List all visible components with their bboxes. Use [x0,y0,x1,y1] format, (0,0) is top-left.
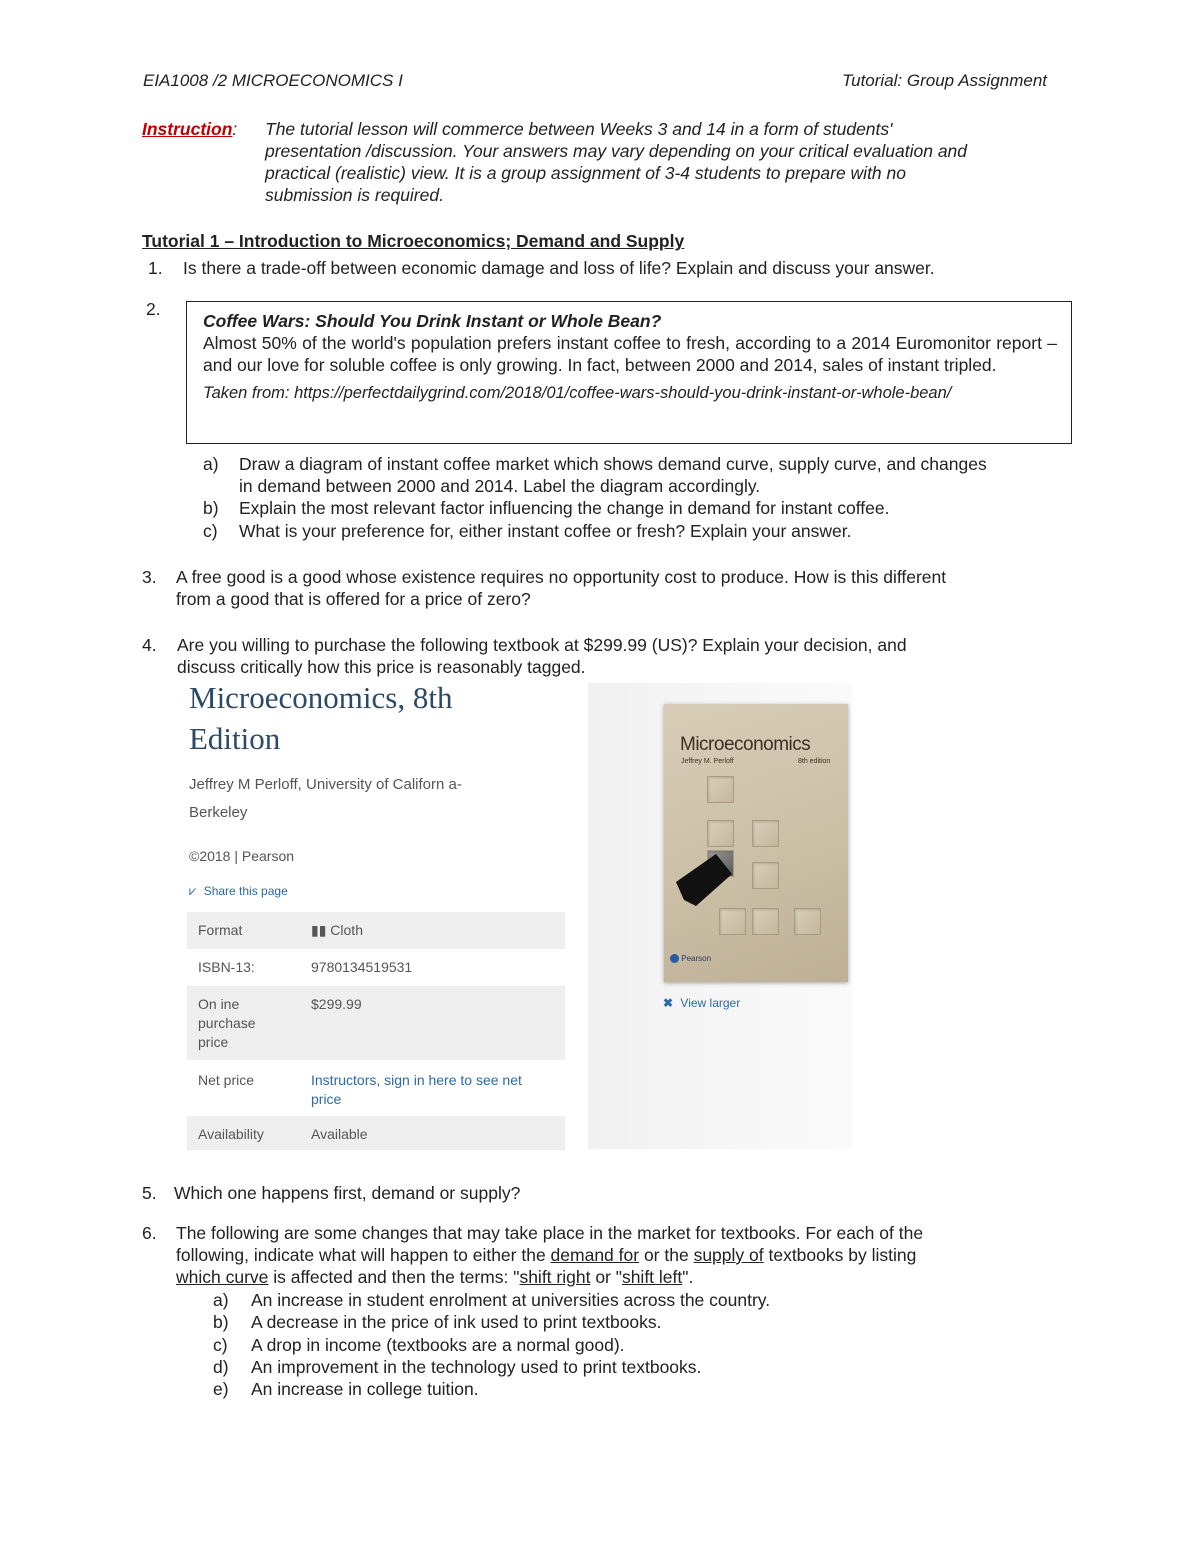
book-row-availability [187,1116,565,1150]
instruction-line-1: The tutorial lesson will commerce between Weeks 3 and 14 in a form of students' [265,119,893,139]
q3-line-1: A free good is a good whose existence requires no opportunity cost to produce. How is this different [176,567,947,587]
cover-edition: 8th edition [798,758,831,765]
instruction-line-2: presentation /discussion. Your answers may vary depending on your critical evaluation and [265,141,968,161]
q6e-label: e) [213,1379,229,1399]
row-key: Net price [198,1072,255,1088]
header-course-code: EIA1008 /2 MICROECONOMICS I [143,71,403,90]
coffee-quote-box [186,301,1072,444]
q6d-label: d) [213,1357,229,1377]
view-larger-label: View larger [680,996,741,1010]
book-title-line-2: Edition [189,721,281,756]
cover-square [752,862,779,889]
q6-text: textbooks by listing [763,1245,917,1265]
q6-text: ". [682,1267,694,1287]
q1-text: Is there a trade-off between economic damage and loss of life? Explain and discuss your answer. [183,258,935,278]
q1-number: 1. [148,258,163,278]
share-label: Share this page [203,884,288,898]
row-key: purchase [198,1015,256,1031]
q6-text: or " [590,1267,622,1287]
q6-underlined-term: shift left [621,1267,683,1287]
book-row-format [187,912,565,949]
row-key: On ine [198,996,240,1012]
cover-publisher [670,954,711,963]
row-key: ISBN-13: [198,959,255,975]
cover-square [707,820,734,847]
coffee-quote-title: Coffee Wars: Should You Drink Instant or Whole Bean? [203,311,662,331]
q6-underlined-term: shift right [519,1267,591,1287]
book-row-isbn [187,949,565,986]
q6-line-3 [176,1266,693,1288]
cover-square [752,908,779,935]
cover-square [719,908,746,935]
q6b-text: A decrease in the price of ink used to print textbooks. [251,1312,662,1332]
q2b-text: Explain the most relevant factor influencing the change in demand for instant coffee. [239,498,890,518]
row-value: 9780134519531 [311,959,413,975]
q5-number: 5. [142,1183,157,1203]
q2-number: 2. [146,299,161,319]
q6-underlined-term: which curve [176,1267,269,1287]
q6a-text: An increase in student enrolment at universities across the country. [251,1290,771,1310]
row-key: Format [198,922,243,938]
cover-publisher-name: Pearson [681,954,712,963]
q6b-label: b) [213,1312,229,1332]
q6c-label: c) [213,1335,228,1355]
q6-text: or the [639,1245,694,1265]
row-key: price [198,1034,229,1050]
q6-underlined-term: demand for [550,1245,640,1265]
q3-number: 3. [142,567,157,587]
q5-text: Which one happens first, demand or supply? [174,1183,521,1203]
q3-line-2: from a good that is offered for a price of zero? [176,589,531,609]
coffee-quote-source: Taken from: https://perfectdailygrind.com/2018/01/coffee-wars-should-you-drink-instant-or-whole-bean/ [203,384,952,402]
q6-line-2 [176,1244,916,1266]
q6d-text: An improvement in the technology used to print textbooks. [251,1357,702,1377]
q4-line-2: discuss critically how this price is reasonably tagged. [177,657,586,677]
cover-square [707,776,734,803]
cover-shadow-shape [676,854,732,906]
net-price-link-line-2[interactable]: price [311,1091,342,1107]
q4-line-1: Are you willing to purchase the following textbook at $299.99 (US)? Explain your decision, and [177,635,907,655]
q2b-label: b) [203,498,219,518]
book-author-line-1: Jeffrey M Perloff, University of Californ a- [189,776,462,793]
row-key: Availability [198,1126,264,1142]
cover-square [752,820,779,847]
share-icon: ⩗ [189,883,197,898]
expand-icon: ✖ [663,996,674,1010]
instruction-line-4: submission is required. [265,185,444,205]
q2c-label: c) [203,521,218,541]
row-value: ▮▮ Cloth [311,922,363,938]
q2c-text: What is your preference for, either instant coffee or fresh? Explain your answer. [239,521,852,541]
q6a-label: a) [213,1290,229,1310]
view-larger-link[interactable] [663,992,740,1014]
book-copyright: ©2018 | Pearson [189,848,295,864]
q6c-text: A drop in income (textbooks are a normal good). [251,1335,625,1355]
q6-text: is affected and then the terms: " [268,1267,520,1287]
q2a-line-2: in demand between 2000 and 2014. Label the diagram accordingly. [239,476,761,496]
pearson-logo-icon [670,954,679,963]
instruction-heading [142,118,237,140]
instruction-colon: : [232,119,238,139]
coffee-quote-text: Almost 50% of the world's population prefers instant coffee to fresh, according to a 2014 Euromonitor report – and our love for soluble coffee is only growing. In fact, between 2000 and 2014, sales of instant tripled. [203,333,1057,375]
tutorial-title: Tutorial 1 – Introduction to Microeconomics; Demand and Supply [142,231,685,251]
q6e-text: An increase in college tuition. [251,1379,479,1399]
row-value: $299.99 [311,996,362,1012]
q6-number: 6. [142,1223,157,1243]
book-title-line-1: Microeconomics, 8th [189,680,453,715]
instruction-line-3: practical (realistic) view. It is a group assignment of 3-4 students to prepare with no [265,163,906,183]
q6-line-1: The following are some changes that may take place in the market for textbooks. For each of the [176,1223,924,1243]
header-assignment-type: Tutorial: Group Assignment [842,71,1048,90]
instruction-label: Instruction [142,119,233,139]
cover-author: Jeffrey M. Perloff [681,758,734,765]
q6-underlined-term: supply of [693,1245,764,1265]
book-row-online-price [187,986,565,1060]
row-value: Available [311,1126,368,1142]
q2a-label: a) [203,454,219,474]
q6-text: following, indicate what will happen to either the [176,1245,551,1265]
q4-number: 4. [142,635,157,655]
share-page-link[interactable] [189,880,288,902]
book-cover-image[interactable] [664,704,848,982]
cover-square [794,908,821,935]
book-author-line-2: Berkeley [189,804,248,821]
net-price-link-line-1[interactable]: Instructors, sign in here to see net [311,1072,522,1088]
cover-title: Microeconomics [680,734,811,755]
q2a-line-1: Draw a diagram of instant coffee market which shows demand curve, supply curve, and changes [239,454,987,474]
book-row-net-price [187,1060,565,1116]
